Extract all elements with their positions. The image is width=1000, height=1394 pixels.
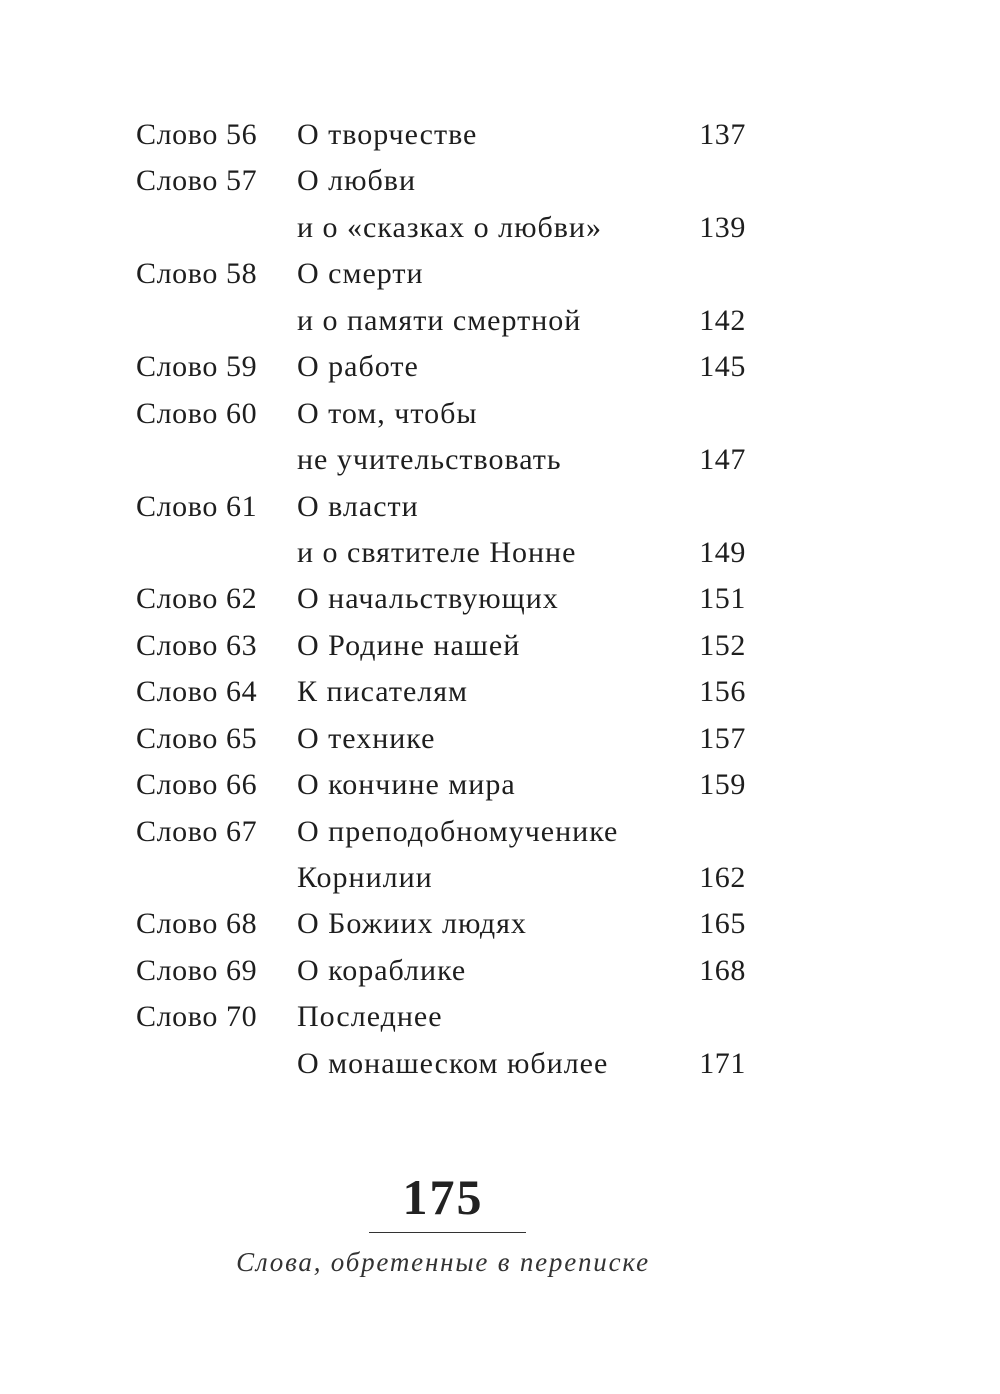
toc-entry bbox=[0, 901, 1000, 947]
section-divider bbox=[369, 1232, 526, 1233]
toc-entry bbox=[0, 112, 1000, 158]
table-of-contents bbox=[0, 112, 1000, 1087]
toc-entry-page: 165 bbox=[699, 907, 746, 941]
toc-entry-title: О смерти bbox=[297, 257, 424, 291]
toc-entry-title: не учительствовать bbox=[297, 443, 562, 477]
toc-entry-page: 151 bbox=[699, 582, 746, 616]
toc-entry-title: О Родине нашей bbox=[297, 628, 521, 662]
toc-entry-title: О творчестве bbox=[297, 118, 478, 151]
toc-entry-page: 159 bbox=[699, 768, 746, 802]
toc-entry-title: О любви bbox=[297, 164, 417, 198]
toc-entry-title: О работе bbox=[297, 350, 419, 384]
toc-entry-label: Слово 58 bbox=[136, 257, 258, 291]
toc-entry-title: и о «сказках о любви» bbox=[297, 210, 602, 244]
toc-entry-page: 171 bbox=[699, 1046, 746, 1080]
toc-entry-title: К писателям bbox=[297, 675, 469, 709]
toc-entry-title: О технике bbox=[297, 721, 436, 755]
toc-entry-page: 147 bbox=[699, 443, 746, 477]
toc-entry-page: 137 bbox=[699, 118, 746, 151]
toc-entry bbox=[0, 576, 1000, 622]
toc-entry-title: и о памяти смертной bbox=[297, 303, 582, 337]
toc-entry-label: Слово 65 bbox=[136, 721, 258, 755]
toc-entry-title: О власти bbox=[297, 489, 419, 523]
section-page-number: 175 bbox=[402, 1169, 484, 1225]
toc-entry-page: 156 bbox=[699, 675, 746, 709]
toc-entry-label: Слово 67 bbox=[136, 814, 258, 848]
toc-entry bbox=[0, 298, 1000, 344]
toc-entry-label: Слово 70 bbox=[136, 1000, 258, 1034]
toc-entry-label: Слово 60 bbox=[136, 396, 258, 430]
toc-entry bbox=[0, 669, 1000, 715]
toc-entry-page: 142 bbox=[699, 303, 746, 337]
toc-entry-label: Слово 64 bbox=[136, 675, 258, 709]
toc-entry-title: О кончине мира bbox=[297, 768, 516, 802]
section-subtitle: Слова, обретенные в переписке bbox=[236, 1247, 650, 1277]
toc-entry-page: 168 bbox=[699, 953, 746, 987]
toc-entry-title: О том, чтобы bbox=[297, 396, 478, 430]
toc-entry-label: Слово 59 bbox=[136, 350, 258, 384]
toc-entry bbox=[0, 391, 1000, 437]
toc-entry-title: О начальствующих bbox=[297, 582, 559, 616]
toc-entry-title: О монашеском юбилее bbox=[297, 1046, 609, 1080]
toc-entry bbox=[0, 623, 1000, 669]
toc-entry-title: Корнилии bbox=[297, 861, 433, 894]
toc-entry bbox=[0, 762, 1000, 808]
toc-entry bbox=[0, 437, 1000, 483]
toc-entry-page: 145 bbox=[699, 350, 746, 384]
toc-entry-label: Слово 56 bbox=[136, 118, 258, 151]
toc-entry-title: О преподобномученике bbox=[297, 814, 619, 848]
toc-entry bbox=[0, 855, 1000, 901]
toc-entry bbox=[0, 530, 1000, 576]
toc-entry bbox=[0, 809, 1000, 855]
toc-entry bbox=[0, 205, 1000, 251]
toc-entry-label: Слово 66 bbox=[136, 768, 258, 802]
toc-entry bbox=[0, 1041, 1000, 1087]
toc-entry bbox=[0, 158, 1000, 204]
toc-entry-page: 149 bbox=[699, 535, 746, 569]
toc-entry-page: 152 bbox=[699, 628, 746, 662]
toc-entry bbox=[0, 484, 1000, 530]
toc-entry-label: Слово 63 bbox=[136, 628, 258, 662]
toc-entry bbox=[0, 948, 1000, 994]
toc-entry-page: 157 bbox=[699, 721, 746, 755]
toc-entry-title: Последнее bbox=[297, 1000, 443, 1034]
toc-entry bbox=[0, 344, 1000, 390]
toc-entry-label: Слово 61 bbox=[136, 489, 258, 523]
toc-entry-label: Слово 57 bbox=[136, 164, 258, 198]
toc-entry bbox=[0, 716, 1000, 762]
toc-entry bbox=[0, 251, 1000, 297]
toc-entry-title: О кораблике bbox=[297, 953, 467, 987]
toc-entry-title: О Божиих людях bbox=[297, 907, 527, 941]
toc-entry-page: 162 bbox=[699, 861, 746, 894]
toc-entry-page: 139 bbox=[699, 210, 746, 244]
toc-entry bbox=[0, 994, 1000, 1040]
toc-entry-label: Слово 68 bbox=[136, 907, 258, 941]
toc-entry-label: Слово 62 bbox=[136, 582, 258, 616]
toc-entry-label: Слово 69 bbox=[136, 953, 258, 987]
toc-entry-title: и о святителе Нонне bbox=[297, 535, 577, 569]
